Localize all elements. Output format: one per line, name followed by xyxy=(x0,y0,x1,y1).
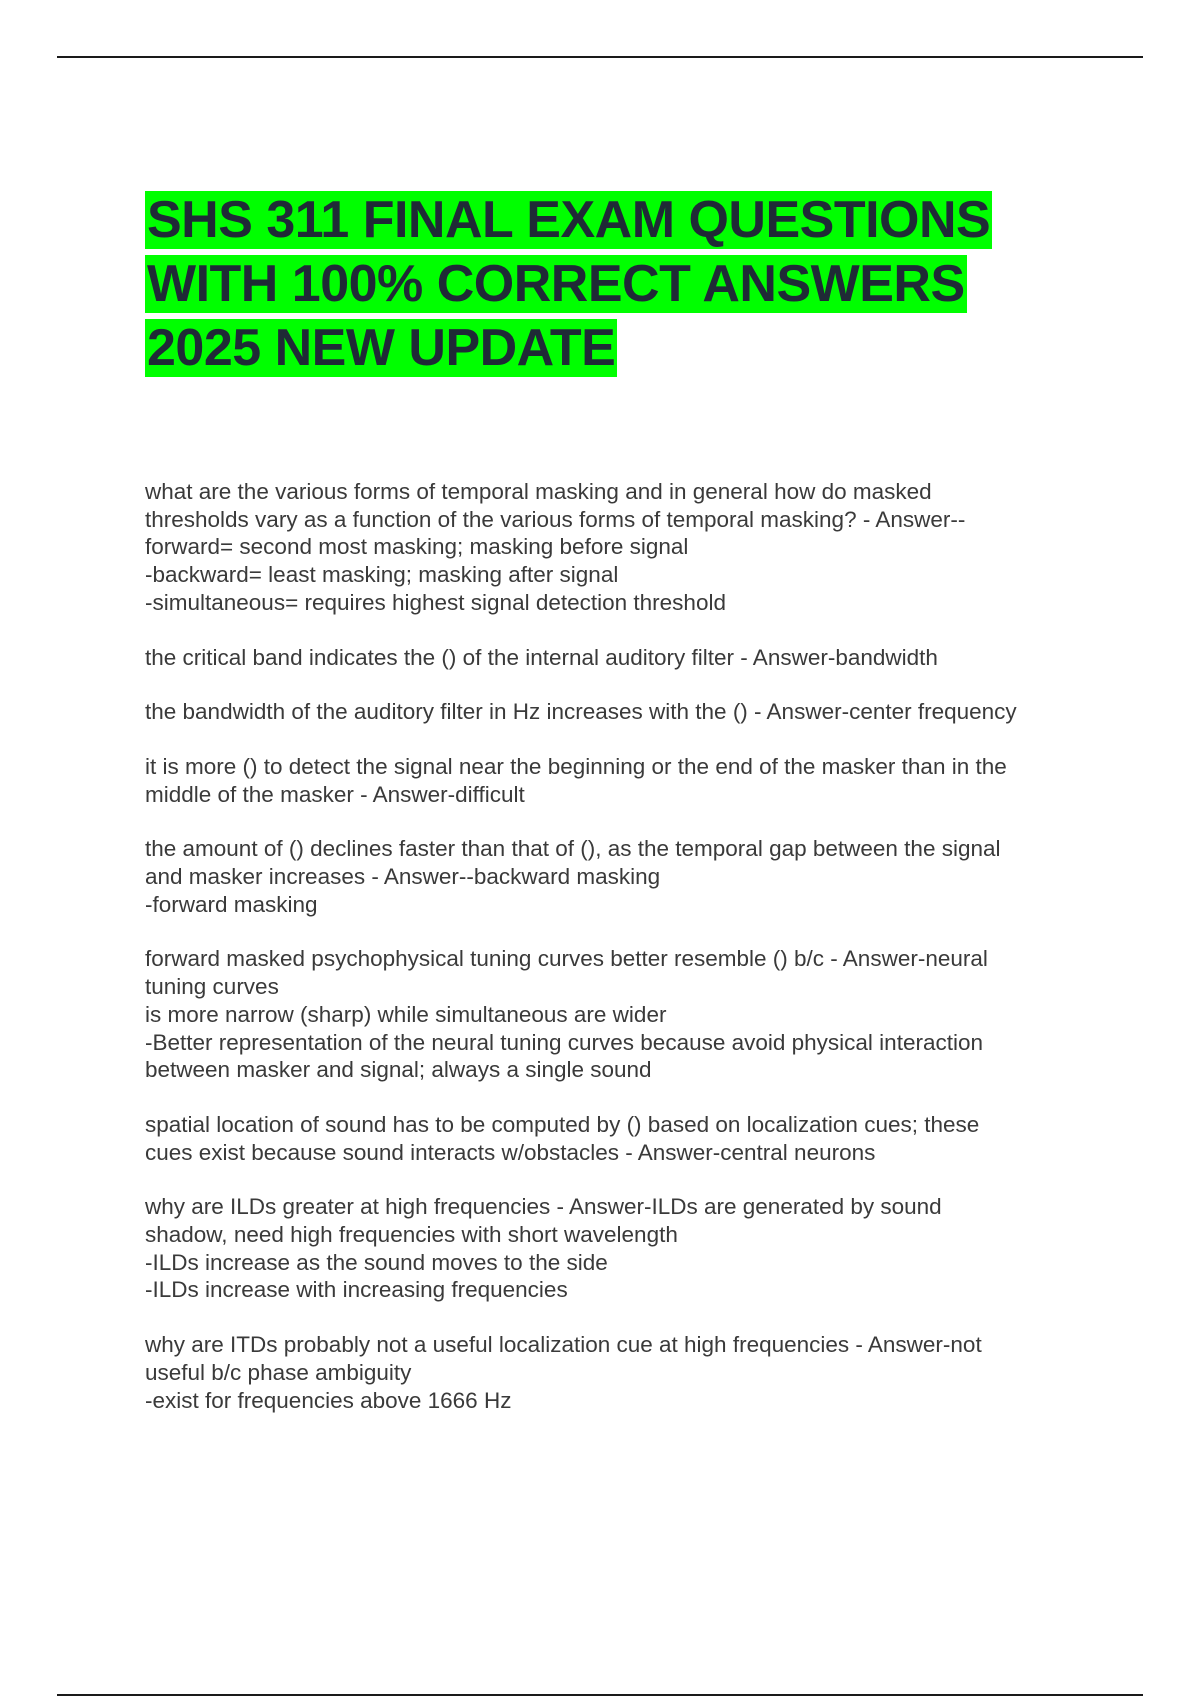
qa-item xyxy=(145,1111,1095,1166)
qa-line: the amount of () declines faster than that of (), as the temporal gap between the signal xyxy=(145,836,1001,862)
qa-line: what are the various forms of temporal masking and in general how do masked xyxy=(145,479,932,504)
qa-line: between masker and signal; always a single sound xyxy=(145,1057,652,1083)
qa-item xyxy=(145,945,1095,1084)
qa-line: -Better representation of the neural tuning curves because avoid physical interaction xyxy=(145,1029,983,1055)
title-line-2: WITH 100% CORRECT ANSWERS xyxy=(147,255,965,313)
qa-line: why are ILDs greater at high frequencies - Answer-ILDs are generated by sound xyxy=(145,1194,942,1220)
top-divider xyxy=(57,56,1143,58)
qa-line: -forward masking xyxy=(145,891,318,917)
qa-line: and masker increases - Answer--backward masking xyxy=(145,864,661,890)
qa-item xyxy=(145,1331,1095,1414)
qa-line: -simultaneous= requires highest signal detection threshold xyxy=(145,589,726,615)
qa-line: shadow, need high frequencies with short wavelength xyxy=(145,1222,678,1248)
qa-line: cues exist because sound interacts w/obstacles - Answer-central neurons xyxy=(145,1139,876,1165)
qa-list xyxy=(145,478,1095,1441)
title-block xyxy=(145,188,1105,380)
title-highlight xyxy=(145,191,992,377)
qa-line: -backward= least masking; masking after signal xyxy=(145,562,619,588)
document-title xyxy=(145,188,1105,380)
qa-item xyxy=(145,478,1095,617)
qa-line: is more narrow (sharp) while simultaneous are wider xyxy=(145,1001,667,1027)
qa-line: middle of the masker - Answer-difficult xyxy=(145,781,525,807)
qa-line: it is more () to detect the signal near the beginning or the end of the masker than in the xyxy=(145,753,1007,779)
qa-line: forward masked psychophysical tuning curves better resemble () b/c - Answer-neural xyxy=(145,946,988,972)
qa-line: forward= second most masking; masking before signal xyxy=(145,534,689,560)
qa-line: why are ITDs probably not a useful localization cue at high frequencies - Answer-not xyxy=(145,1332,982,1358)
qa-line: -exist for frequencies above 1666 Hz xyxy=(145,1387,512,1413)
qa-line: the bandwidth of the auditory filter in Hz increases with the () - Answer-center frequency xyxy=(145,699,1017,725)
qa-item xyxy=(145,698,1095,726)
qa-item xyxy=(145,753,1095,808)
qa-line: thresholds vary as a function of the various forms of temporal masking? - Answer-- xyxy=(145,506,966,532)
qa-item xyxy=(145,1193,1095,1304)
qa-item xyxy=(145,835,1095,918)
qa-line: the critical band indicates the () of the internal auditory filter - Answer-bandwidth xyxy=(145,644,938,670)
bottom-divider xyxy=(57,1694,1143,1696)
title-line-1: SHS 311 FINAL EXAM QUESTIONS xyxy=(147,191,991,249)
qa-item xyxy=(145,644,1095,672)
qa-line: -ILDs increase with increasing frequencies xyxy=(145,1277,568,1303)
title-line-3: 2025 NEW UPDATE xyxy=(147,319,616,377)
qa-line: useful b/c phase ambiguity xyxy=(145,1359,412,1385)
qa-line: -ILDs increase as the sound moves to the side xyxy=(145,1249,608,1275)
qa-line: tuning curves xyxy=(145,974,279,1000)
qa-line: spatial location of sound has to be computed by () based on localization cues; these xyxy=(145,1111,980,1137)
